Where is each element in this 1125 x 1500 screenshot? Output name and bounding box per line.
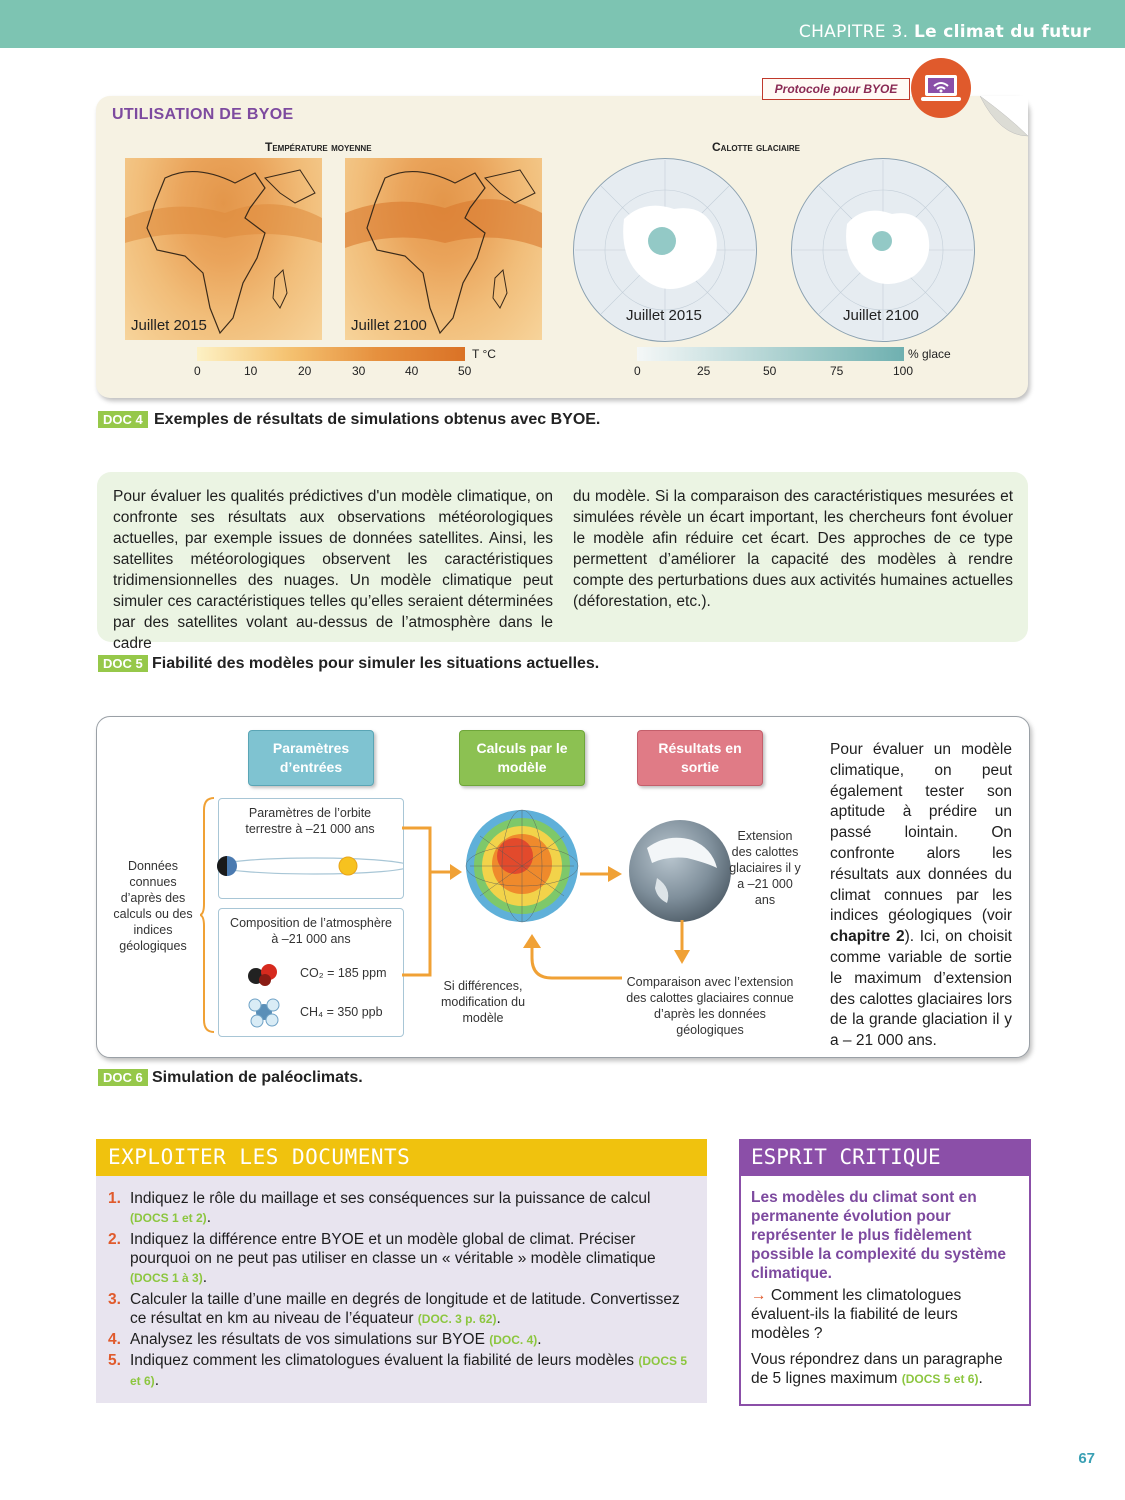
question-text: Indiquez comment les climatologues évaluent la fiabilité de leurs modèles <box>130 1352 639 1369</box>
protocol-link[interactable]: Protocole pour BYOE <box>762 78 910 100</box>
output-arrow-icon <box>580 864 625 884</box>
esprit-critique-title: ESPRIT CRITIQUE <box>751 1145 941 1169</box>
differences-label: Si différences, modification du modèle <box>440 979 526 1025</box>
question-ref: (DOC. 3 p. 62) <box>417 1312 497 1326</box>
ice-tick: 50 <box>763 364 777 378</box>
known-data-label: Données connues d’après des calculs ou des indices géologiques <box>113 859 193 953</box>
page-curl-icon <box>980 96 1030 141</box>
orbit-title: Paramètres de l’orbite terrestre à –21 000 ans <box>245 806 375 836</box>
esprit-answer-end: . <box>978 1370 983 1387</box>
climate-model-globe-icon <box>460 806 584 924</box>
ice-tick: 0 <box>634 364 641 378</box>
doc5-column-2: du modèle. Si la comparaison des caractéristiques mesurées et simulées révèle un écart important, les chercheurs font évoluer le modèle afin réduire cet écart. Des approches de ce type permettent d’améliorer la capacité des modèles à rendre compte des perturbations dues aux activités humaines actuelles (déforestation, etc.). <box>573 488 1013 610</box>
doc4-caption: Exemples de résultats de simulations obtenus avec BYOE. <box>154 411 601 428</box>
question-end: . <box>206 1209 211 1226</box>
question-ref: (DOCS 1 à 3) <box>130 1271 203 1285</box>
co2-molecule-icon <box>247 962 281 990</box>
esprit-answer-text: Vous répondrez dans un paragraphe de 5 lignes maximum <box>751 1351 1003 1387</box>
doc6-description <box>830 740 1012 1052</box>
esprit-question-text: Comment les climatologues évaluent-ils la fiabilité de leurs modèles ? <box>751 1287 962 1342</box>
doc6-text-part-1: Pour évaluer un modèle climatique, on peut également tester son aptitude à prédire un passé lointain. On confronte alors les résultats aux données du climat connues par les indices géologiques (voir <box>830 741 1012 925</box>
ice-tick: 100 <box>893 364 914 378</box>
calc-header: Calculs par le modèle <box>459 730 585 786</box>
question-end: . <box>496 1310 501 1327</box>
temperature-heading: Température moyenne <box>265 140 372 154</box>
doc5-caption: Fiabilité des modèles pour simuler les situations actuelles. <box>152 655 600 672</box>
question-ref: (DOC. 4) <box>489 1333 538 1347</box>
temperature-scale-bar <box>197 347 465 361</box>
question-ref: (DOCS 5 et 6) <box>130 1354 688 1388</box>
globe-label-2015: Juillet 2015 <box>626 307 702 324</box>
laptop-wifi-icon[interactable] <box>911 58 971 118</box>
esprit-critique-question <box>751 1286 1016 1343</box>
doc6-text-bold: chapitre 2 <box>830 928 905 946</box>
comparison-label: Comparaison avec l’extension des calottes glaciaires connue d’après les données géologiques <box>626 975 794 1037</box>
co2-value: CO₂ = 185 ppm <box>300 966 387 980</box>
map-label-2100: Juillet 2100 <box>351 317 427 334</box>
esprit-critique-answer <box>751 1350 1021 1389</box>
arrow-right-icon: → <box>751 1287 767 1304</box>
exploiter-title: EXPLOITER LES DOCUMENTS <box>108 1145 411 1169</box>
input-arrows-icon <box>402 820 464 990</box>
inputs-header: Paramètres d’entrées <box>248 730 374 786</box>
temperature-map-2100 <box>345 158 542 340</box>
chapter-prefix: CHAPITRE 3. <box>798 22 909 42</box>
down-arrow-icon <box>672 920 692 968</box>
temp-tick: 50 <box>458 364 472 378</box>
doc5-column-1: Pour évaluer les qualités prédictives d'un modèle climatique, on confronte ses résultats aux observations météorologiques actuelles, par exemple issues de données satellites. Ainsi, les satellites météorologiques observent les caractéristiques tridimensionnelles des nuages. Un modèle climatique peut simuler ces caractéristiques telles qu’elles seraient déterminées par des satellites volant au-dessus de l’atmosphère dans le cadre <box>113 488 553 652</box>
temperature-unit: T °C <box>472 347 496 361</box>
question-text: Indiquez la différence entre BYOE et un modèle global de climat. Préciser pourquoi on ne peut pas utiliser en classe un « véritable » modèle climatique <box>130 1231 656 1267</box>
left-brace-icon <box>200 796 216 1034</box>
question-number: 5. <box>108 1352 121 1369</box>
doc6-caption: Simulation de paléoclimats. <box>152 1069 363 1086</box>
question-end: . <box>537 1331 542 1348</box>
doc6-text-part-2: ). Ici, on choisit comme variable de sortie le maximum d’extension des calottes glaciaires lors de la grande glaciation il y a – 21 000 ans. <box>830 928 1012 1050</box>
ice-tick: 75 <box>830 364 844 378</box>
question-number: 2. <box>108 1231 121 1248</box>
extension-label: Extension des calottes glaciaires il y a –21 000 ans <box>729 829 801 907</box>
question-text: Analysez les résultats de vos simulations sur BYOE <box>130 1331 490 1348</box>
ch4-value: CH₄ = 350 ppb <box>300 1005 383 1019</box>
esprit-answer-ref: (DOCS 5 et 6) <box>901 1372 979 1386</box>
temperature-map-2015 <box>125 158 322 340</box>
chapter-name: Le climat du futur <box>914 22 1091 42</box>
doc4-label: DOC 4 <box>98 411 148 428</box>
ice-extension-globe-icon <box>627 818 733 924</box>
question-end: . <box>202 1269 207 1286</box>
question-text: Indiquez le rôle du maillage et ses conséquences sur la puissance de calcul <box>130 1190 651 1207</box>
esprit-critique-lead: Les modèles du climat sont en permanente évolution pour représenter le plus fidèlement possible la complexité du système climatique. <box>751 1189 1006 1282</box>
question-ref: (DOCS 1 et 2) <box>130 1211 207 1225</box>
temp-tick: 0 <box>194 364 201 378</box>
question-number: 1. <box>108 1190 121 1207</box>
temp-tick: 40 <box>405 364 419 378</box>
ch4-molecule-icon <box>247 996 281 1028</box>
question-number: 3. <box>108 1291 121 1308</box>
globe-label-2100: Juillet 2100 <box>843 307 919 324</box>
feedback-arrow-icon <box>518 932 628 984</box>
ice-heading: Calotte glaciaire <box>712 140 800 154</box>
atmosphere-title: Composition de l’atmosphère à –21 000 ans <box>230 916 392 946</box>
page-number: 67 <box>1078 1450 1095 1467</box>
doc6-label: DOC 6 <box>98 1069 148 1086</box>
temp-tick: 10 <box>244 364 258 378</box>
chapter-title <box>799 22 1091 42</box>
question-end: . <box>154 1372 159 1389</box>
ice-unit: % glace <box>908 347 951 361</box>
ice-scale-bar <box>637 347 904 361</box>
question-number: 4. <box>108 1331 121 1348</box>
ice-tick: 25 <box>697 364 711 378</box>
doc5-label: DOC 5 <box>98 655 148 672</box>
temp-tick: 20 <box>298 364 312 378</box>
temp-tick: 30 <box>352 364 366 378</box>
results-header: Résultats en sortie <box>637 730 763 786</box>
byoe-title: UTILISATION DE BYOE <box>112 106 294 123</box>
map-label-2015: Juillet 2015 <box>131 317 207 334</box>
orbit-diagram <box>214 848 404 888</box>
question-text: Calculer la taille d’une maille en degrés de longitude et de latitude. Convertissez ce résultat en km au niveau de l’équateur <box>130 1291 680 1327</box>
